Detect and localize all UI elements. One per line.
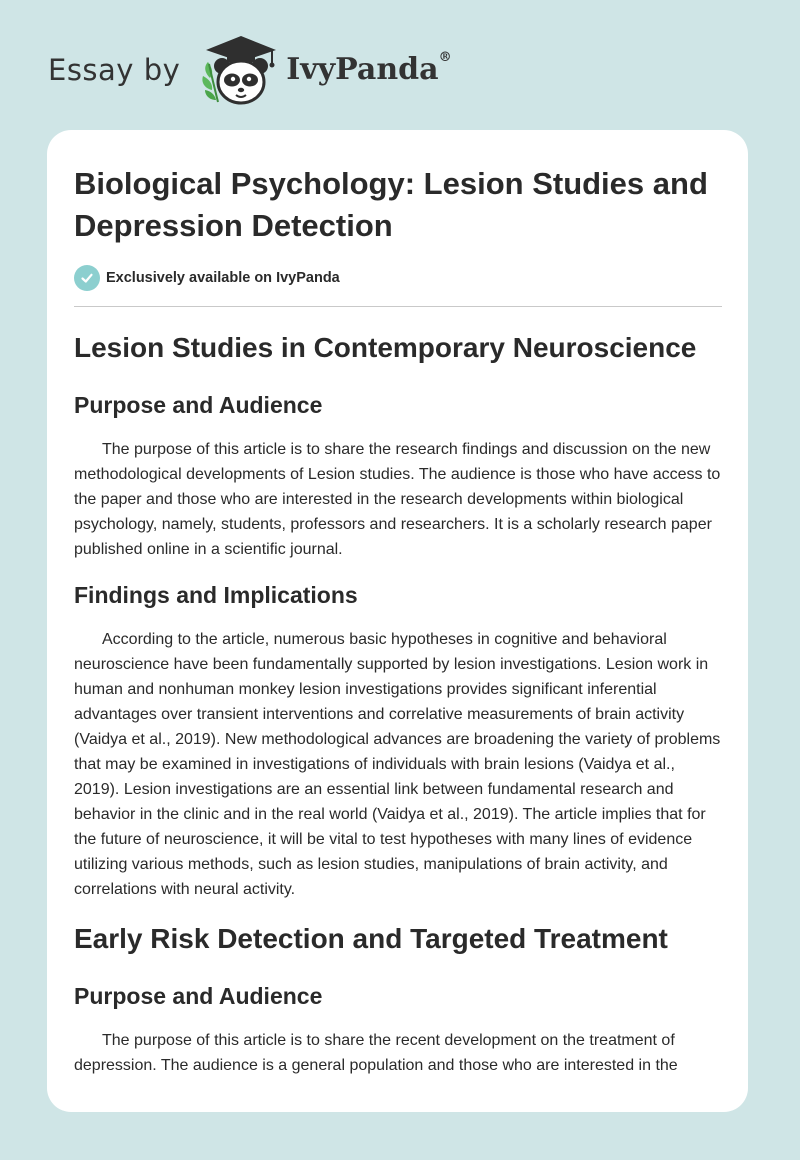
section-heading: Early Risk Detection and Targeted Treatment	[74, 923, 668, 954]
subsection-heading: Findings and Implications	[74, 582, 358, 608]
brand-header[interactable]	[48, 30, 452, 110]
exclusive-badge	[74, 264, 722, 292]
exclusive-text: Exclusively available on IvyPanda	[106, 270, 340, 286]
paragraph: The purpose of this article is to share the recent development on the treatment of depression. The audience is a general population and those who are interested in the	[74, 1032, 678, 1074]
section-heading: Lesion Studies in Contemporary Neuroscience	[74, 332, 697, 363]
divider	[74, 306, 722, 307]
brand-name: IvyPanda®	[286, 50, 452, 87]
panda-logo-icon	[194, 30, 282, 110]
paragraph: According to the article, numerous basic hypotheses in cognitive and behavioral neuroscience have been fundamentally supported by lesion investigations. Lesion work in human and nonhuman monkey lesion investigations provides significant inferential advantages over transient interventions and correlative measurements of brain activity (Vaidya et al., 2019). New methodological advances are broadening the variety of problems that may be examined in investigations of individuals with brain lesions (Vaidya et al., 2019). Lesion investigations are an essential link between fundamental research and behavior in the clinic and in the real world (Vaidya et al., 2019). The article implies that for the future of neuroscience, it will be vital to test hypotheses with many lines of evidence utilizing various methods, such as lesion studies, manipulations of brain activity, and correlations with neural activity.	[74, 631, 721, 898]
article-card	[47, 130, 748, 1112]
article-title: Biological Psychology: Lesion Studies and Depression Detection	[74, 166, 708, 243]
brand-prefix: Essay by	[48, 52, 181, 87]
registered-mark: ®	[438, 50, 452, 65]
checkmark-icon	[74, 265, 100, 291]
subsection-heading: Purpose and Audience	[74, 983, 323, 1009]
subsection-heading: Purpose and Audience	[74, 392, 323, 418]
paragraph: The purpose of this article is to share the research findings and discussion on the new methodological developments of Lesion studies. The audience is those who have access to the paper and those who are interested in the research developments within biological psychology, namely, students, professors and researchers. It is a scholarly research paper published online in a scientific journal.	[74, 441, 721, 558]
